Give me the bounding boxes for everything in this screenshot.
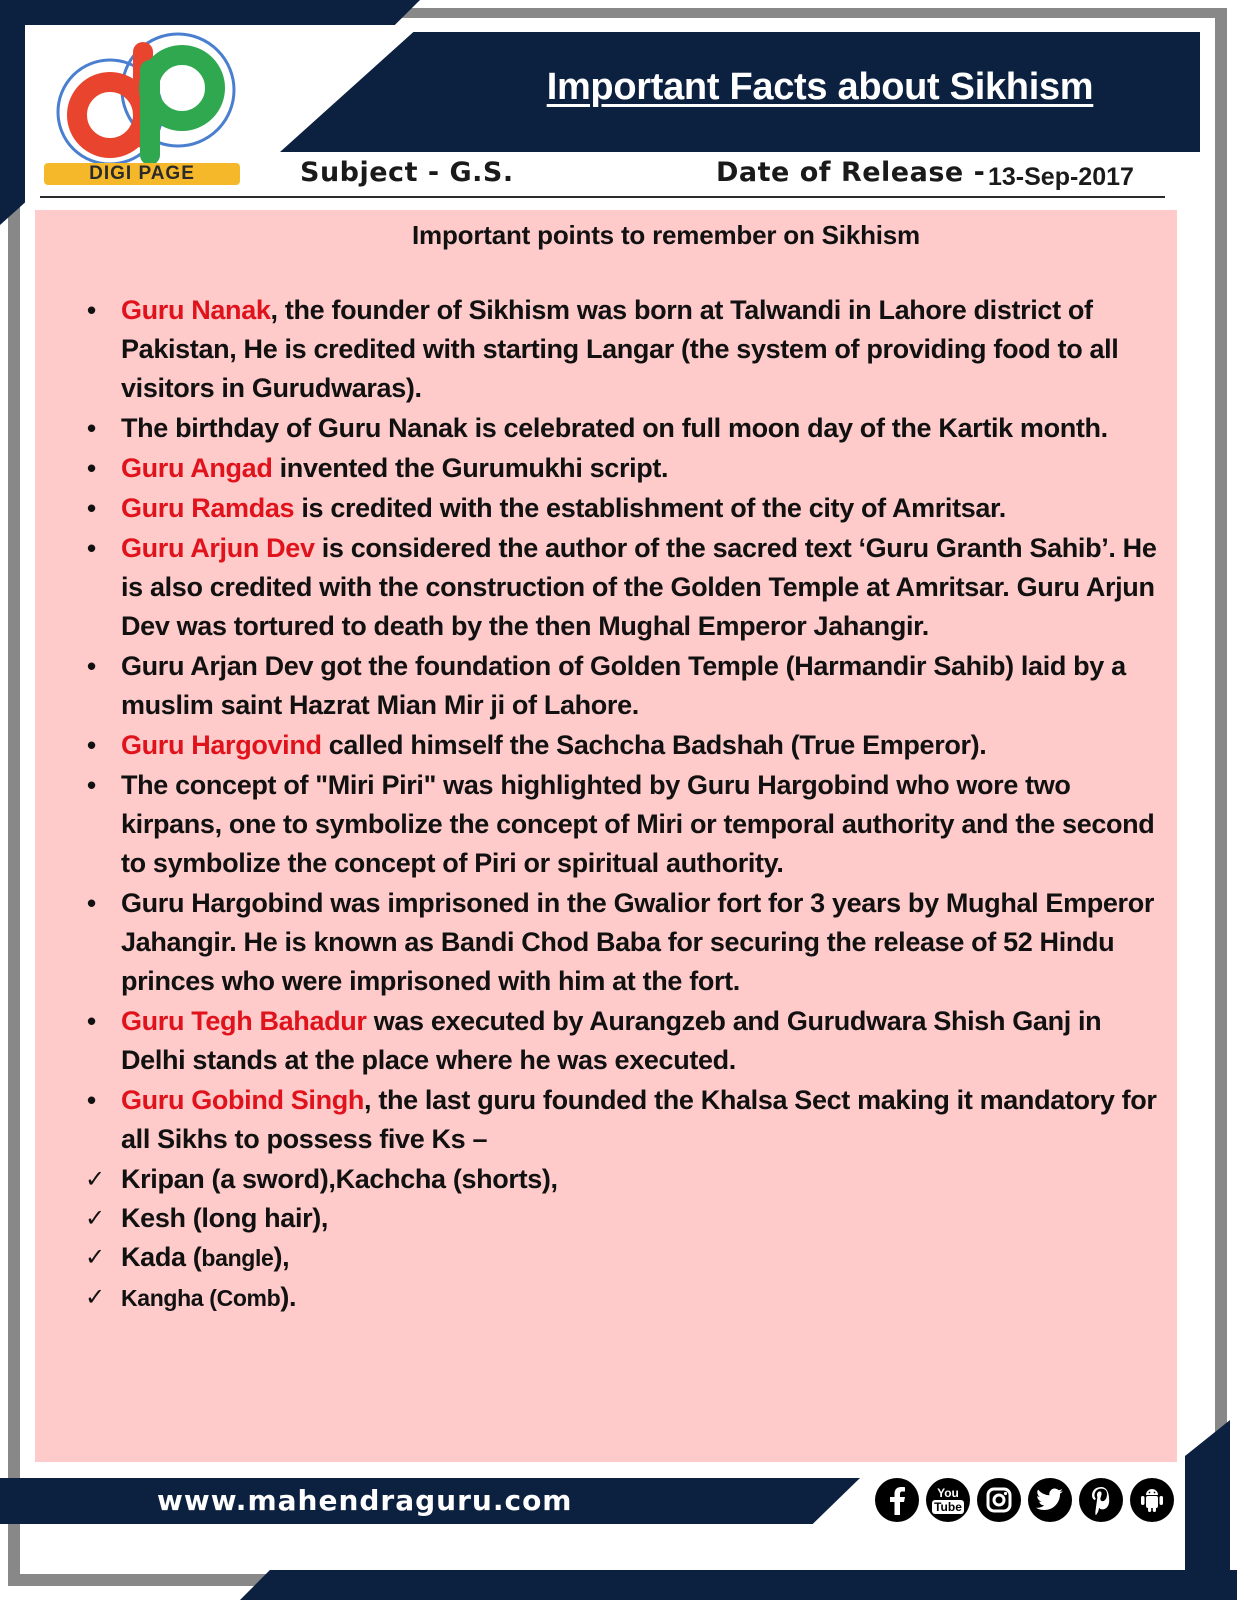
guru-name: Guru Ramdas bbox=[121, 493, 295, 523]
bullet-icon: • bbox=[87, 413, 96, 443]
check-text: Kada ( bbox=[121, 1242, 202, 1272]
fact-text: called himself the Sachcha Badshah (True Emperor). bbox=[321, 730, 987, 760]
android-icon[interactable] bbox=[1130, 1478, 1174, 1522]
frame-right-border bbox=[1215, 8, 1227, 1468]
fact-text: , the founder of Sikhism was born at Talwandi in Lahore district of Pakistan, He is credited with starting Langar (the system of providing food to all visitors in Gurudwaras). bbox=[121, 295, 1119, 403]
pinterest-icon[interactable] bbox=[1079, 1478, 1123, 1522]
guru-name: Guru Hargovind bbox=[121, 730, 322, 760]
instagram-icon[interactable] bbox=[977, 1478, 1021, 1522]
content-heading: Important points to remember on Sikhism bbox=[412, 220, 920, 250]
bullet-icon: • bbox=[87, 888, 96, 918]
guru-name: Guru Angad bbox=[121, 453, 273, 483]
page-title: Important Facts about Sikhism bbox=[546, 66, 1094, 108]
list-item bbox=[85, 529, 1157, 646]
check-icon: ✓ bbox=[85, 1283, 105, 1311]
fact-text: The birthday of Guru Nanak is celebrated on full moon day of the Kartik month. bbox=[121, 413, 1108, 443]
corner-accent-bottom bbox=[240, 1570, 1237, 1600]
fact-text: Guru Hargobind was imprisoned in the Gwalior fort for 3 years by Mughal Emperor Jahangir. He is known as Bandi Chod Baba for securing the release of 52 Hindu princes who were imprisoned with him at the fort. bbox=[121, 888, 1155, 996]
bullet-icon: • bbox=[87, 295, 96, 325]
guru-name: Guru Tegh Bahadur bbox=[121, 1006, 367, 1036]
check-text-tail: ), bbox=[273, 1242, 290, 1272]
list-item bbox=[85, 1002, 1157, 1080]
fact-text: was executed by Aurangzeb and Gurudwara Shish Ganj in Delhi stands at the place where he was executed. bbox=[121, 1006, 1102, 1075]
fact-text: invented the Gurumukhi script. bbox=[272, 453, 669, 483]
list-item bbox=[85, 409, 1157, 448]
check-text-small: bangle bbox=[201, 1245, 274, 1271]
fact-text: The concept of "Miri Piri" was highlighted by Guru Hargobind who wore two kirpans, one to symbolize the concept of Miri or temporal authority and the second to symbolize the concept of Piri or spiritual authority. bbox=[121, 770, 1155, 878]
fact-text: is credited with the establishment of the city of Amritsar. bbox=[294, 493, 1006, 523]
fact-list bbox=[85, 291, 1157, 1159]
dp-logo-icon bbox=[42, 30, 242, 165]
release-date-value: 13-Sep-2017 bbox=[988, 163, 1134, 191]
bullet-icon: • bbox=[87, 453, 96, 483]
check-item bbox=[85, 1278, 1157, 1318]
logo-badge: DIGI PAGE bbox=[44, 163, 240, 185]
check-text: Kangha ( bbox=[121, 1285, 217, 1311]
youtube-icon[interactable] bbox=[926, 1478, 970, 1522]
check-text-tail: ). bbox=[280, 1282, 297, 1312]
release-date-label: Date of Release - bbox=[716, 157, 986, 188]
check-item bbox=[85, 1238, 1157, 1278]
check-icon: ✓ bbox=[85, 1165, 105, 1193]
guru-name: Guru Nanak bbox=[121, 295, 271, 325]
corner-accent-left bbox=[0, 0, 25, 225]
list-item bbox=[85, 726, 1157, 765]
check-text-small: Comb bbox=[216, 1285, 281, 1311]
list-item bbox=[85, 884, 1157, 1001]
check-item bbox=[85, 1199, 1157, 1238]
bullet-icon: • bbox=[87, 533, 96, 563]
check-icon: ✓ bbox=[85, 1243, 105, 1271]
list-item bbox=[85, 449, 1157, 488]
guru-name: Guru Gobind Singh bbox=[121, 1085, 365, 1115]
header-divider bbox=[40, 196, 1165, 198]
check-icon: ✓ bbox=[85, 1204, 105, 1232]
list-item bbox=[85, 291, 1157, 408]
check-text: Kesh (long hair), bbox=[121, 1203, 329, 1233]
list-item bbox=[85, 489, 1157, 528]
bullet-icon: • bbox=[87, 730, 96, 760]
bullet-icon: • bbox=[87, 770, 96, 800]
youtube-label-top: You bbox=[937, 1485, 959, 1500]
content-panel bbox=[35, 210, 1177, 1462]
subject-label: Subject - G.S. bbox=[300, 157, 514, 188]
five-ks-list bbox=[85, 1160, 1157, 1318]
list-item bbox=[85, 647, 1157, 725]
corner-accent-top bbox=[0, 0, 420, 25]
bullet-icon: • bbox=[87, 1006, 96, 1036]
frame-left-border bbox=[8, 200, 20, 1578]
bullet-icon: • bbox=[87, 493, 96, 523]
check-item bbox=[85, 1160, 1157, 1199]
guru-name: Guru Arjun Dev bbox=[121, 533, 315, 563]
bullet-icon: • bbox=[87, 1085, 96, 1115]
fact-text: Guru Arjan Dev got the foundation of Golden Temple (Harmandir Sahib) laid by a muslim saint Hazrat Mian Mir ji of Lahore. bbox=[121, 651, 1126, 720]
twitter-icon[interactable] bbox=[1028, 1478, 1072, 1522]
check-text: Kripan (a sword),Kachcha (shorts), bbox=[121, 1164, 558, 1194]
fact-text: is considered the author of the sacred text ‘Guru Granth Sahib’. He is also credited with the construction of the Golden Temple at Amritsar. Guru Arjun Dev was tortured to death by the then Mughal Emperor Jahangir. bbox=[121, 533, 1157, 641]
youtube-label-bottom: Tube bbox=[934, 1499, 962, 1514]
list-item bbox=[85, 766, 1157, 883]
list-item bbox=[85, 1081, 1157, 1159]
fact-text: , the last guru founded the Khalsa Sect making it mandatory for all Sikhs to possess five Ks – bbox=[121, 1085, 1157, 1154]
bullet-icon: • bbox=[87, 651, 96, 681]
social-icons bbox=[875, 1478, 1174, 1522]
facebook-icon[interactable] bbox=[875, 1478, 919, 1522]
website-link[interactable]: www.mahendraguru.com bbox=[157, 1484, 573, 1517]
